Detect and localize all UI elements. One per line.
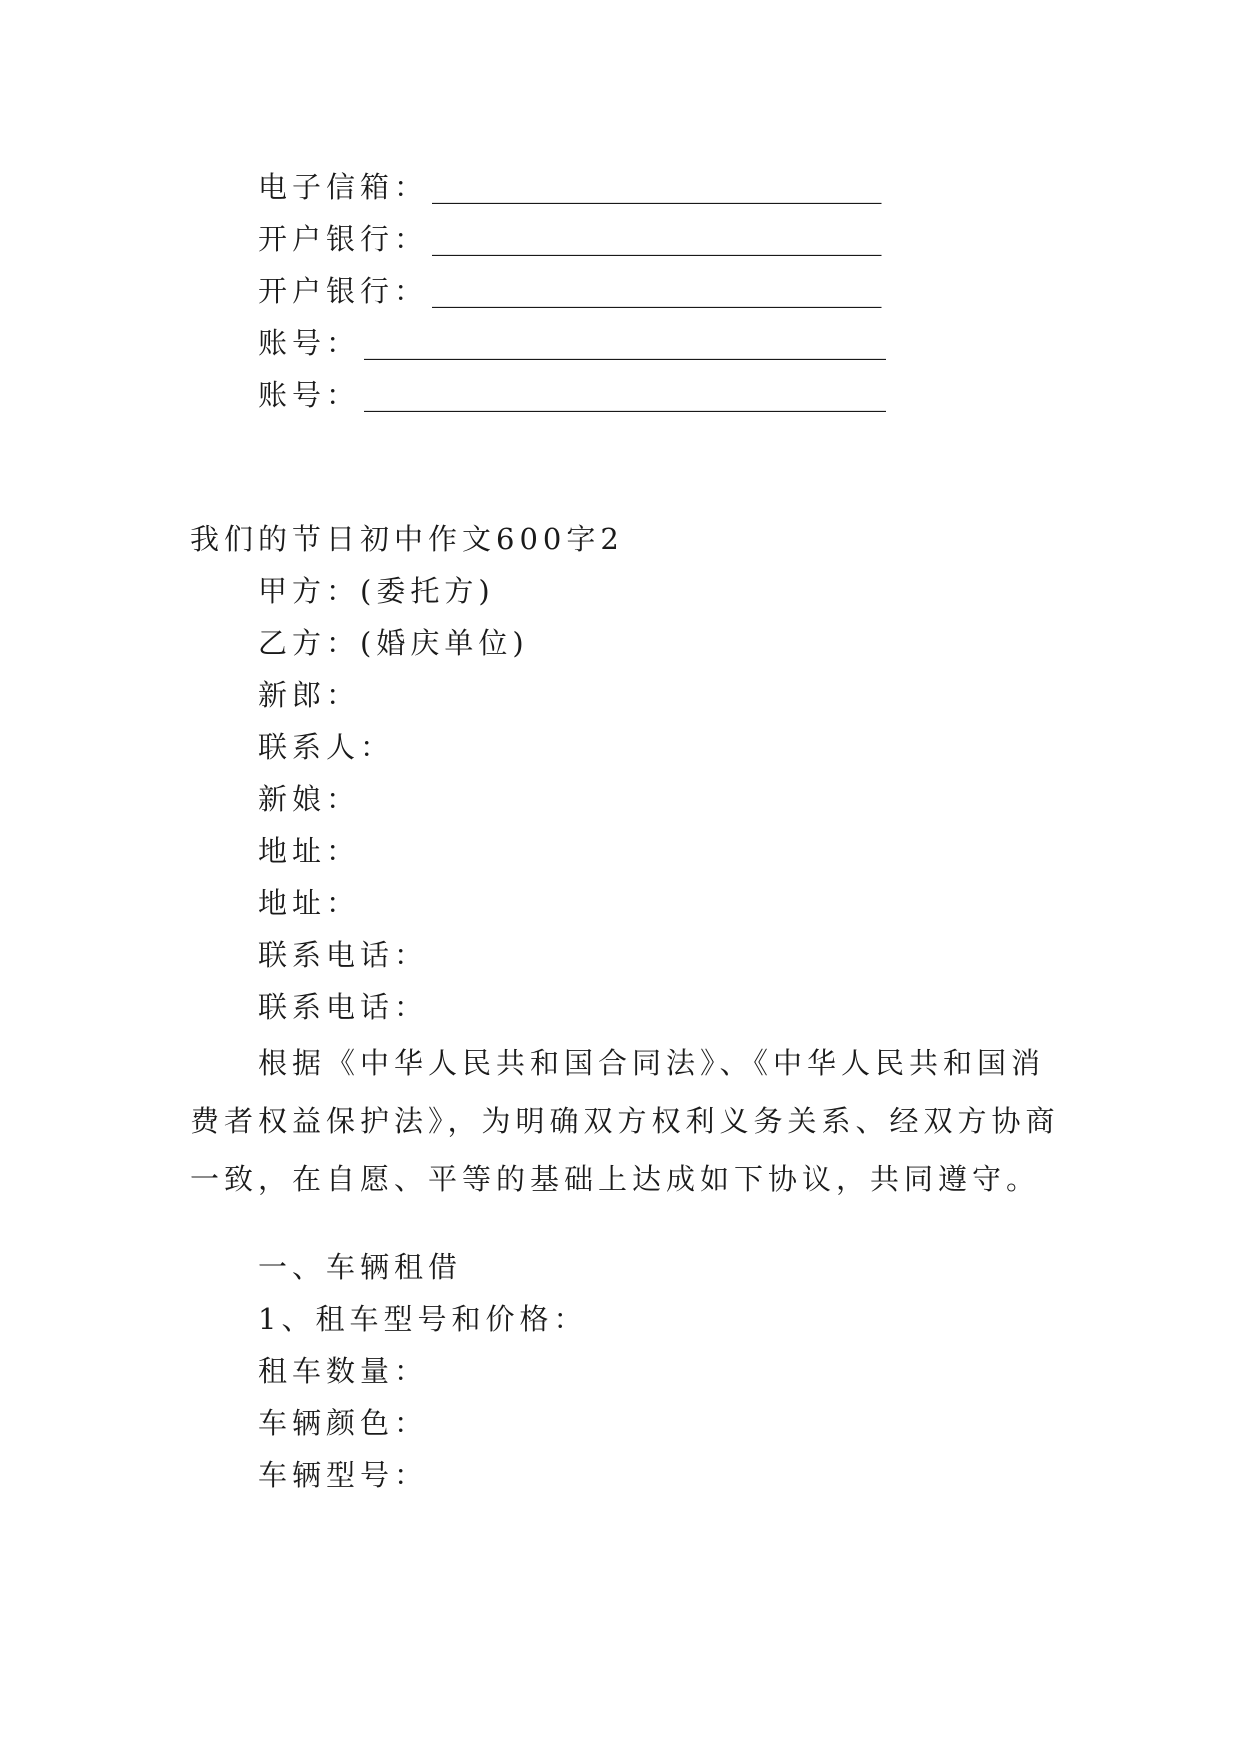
field-label: 电子信箱：	[258, 170, 429, 204]
clause-item: 车辆型号：	[258, 1458, 429, 1492]
field-label: 账号：	[258, 326, 361, 360]
field-blank: _______________________________	[432, 222, 882, 256]
clause-item: 车辆颜色：	[258, 1406, 429, 1440]
clause-item: 1、租车型号和价格：	[258, 1302, 588, 1336]
field-blank: ____________________________________	[364, 326, 887, 360]
groom: 新郎：	[258, 678, 361, 712]
clause-heading: 一、车辆租借	[258, 1250, 463, 1284]
field-blank: _______________________________	[432, 274, 882, 308]
party-a: 甲方：(委托方)	[258, 574, 495, 608]
field-blank: ____________________________________	[364, 378, 887, 412]
field-account-2	[258, 375, 886, 415]
field-label: 账号：	[258, 378, 361, 412]
bride: 新娘：	[258, 782, 361, 816]
section-title: 我们的节日初中作文600字2	[190, 522, 624, 556]
field-blank: _______________________________	[432, 170, 882, 204]
phone-2: 联系电话：	[258, 990, 429, 1024]
field-bank	[258, 219, 882, 259]
intro-paragraph: 根据《中华人民共和国合同法》、《中华人民共和国消费者权益保护法》，为明确双方权利义务关系、经双方协商一致，在自愿、平等的基础上达成如下协议，共同遵守。	[190, 1046, 1060, 1196]
address-2: 地址：	[258, 886, 361, 920]
field-account	[258, 323, 886, 363]
field-label: 开户银行：	[258, 274, 429, 308]
field-bank-2	[258, 271, 882, 311]
clause-item: 租车数量：	[258, 1354, 429, 1388]
contact-person: 联系人：	[258, 730, 395, 764]
address: 地址：	[258, 834, 361, 868]
phone: 联系电话：	[258, 938, 429, 972]
party-b: 乙方：(婚庆单位)	[258, 626, 529, 660]
field-email	[258, 167, 882, 207]
field-label: 开户银行：	[258, 222, 429, 256]
